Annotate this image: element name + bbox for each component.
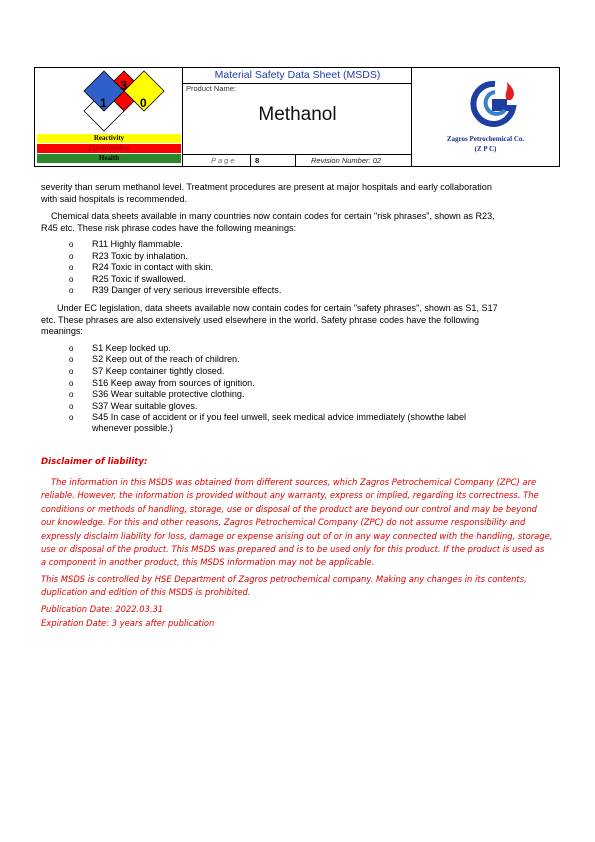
safety-phrase: S36 Wear suitable protective clothing. xyxy=(92,389,245,399)
bullet: o xyxy=(69,263,74,272)
page-row xyxy=(183,154,412,167)
bullet: o xyxy=(69,240,74,249)
list-item xyxy=(69,389,245,401)
risk-phrase: R11 Highly flammable. xyxy=(92,239,183,249)
page-number: 8 xyxy=(255,156,260,165)
text-line: our knowledge. For this and other reasons, Zagros Petrochemical Company (ZPC) do not assume responsibility and xyxy=(41,517,526,528)
list-item xyxy=(69,239,183,251)
text-line: reliable. However, the information is provided without any warranty, express or implied, regarding its correctness. The xyxy=(41,490,539,501)
list-item xyxy=(69,343,171,355)
bullet: o xyxy=(69,355,74,364)
bullet: o xyxy=(69,413,74,422)
company-name: Zagros Petrochemical Co. xyxy=(446,135,525,143)
risk-phrase: R25 Toxic if swallowed. xyxy=(92,274,186,284)
list-item xyxy=(69,412,467,424)
reactivity-band: Reactivity xyxy=(37,134,181,143)
flammability-band: Flammability xyxy=(37,144,181,153)
control-paragraph xyxy=(41,573,559,600)
text-line: etc. These phrases are also extensively used elsewhere in the world. Safety phrase codes have the following xyxy=(41,314,480,325)
risk-phrase: R23 Toxic by inhalation. xyxy=(92,251,188,261)
msds-title: Material Safety Data Sheet (MSDS) xyxy=(183,68,412,84)
safety-phrase-continuation: whenever possible.) xyxy=(92,423,173,433)
text-line: The information in this MSDS was obtained from different sources, which Zagros Petrochemical Company (ZPC) are xyxy=(51,477,537,487)
safety-phrase: S7 Keep container tightly closed. xyxy=(92,366,225,376)
text-line: with said hospitals is recommended. xyxy=(41,193,188,204)
bullet: o xyxy=(69,252,74,261)
bullet: o xyxy=(69,402,74,411)
text-line: R45 etc. These risk phrase codes have the following meanings: xyxy=(41,222,297,233)
health-rating: 1 xyxy=(100,96,107,110)
expiration-date: Expiration Date: 3 years after publication xyxy=(41,618,215,628)
bullet: o xyxy=(69,286,74,295)
bullet: o xyxy=(69,344,74,353)
list-item xyxy=(69,401,198,413)
disclaimer-heading: Disclaimer of liability: xyxy=(41,457,148,467)
bullet: o xyxy=(69,367,74,376)
product-name: Methanol xyxy=(258,104,337,125)
list-item xyxy=(69,274,186,286)
hazard-cell xyxy=(35,68,183,166)
safety-phrase: S2 Keep out of the reach of children. xyxy=(92,354,240,364)
reactivity-rating: 0 xyxy=(140,96,147,110)
title-cell xyxy=(183,68,412,166)
nfpa-diamond-icon xyxy=(35,68,183,134)
revision-number: Revision Number: 02 xyxy=(311,156,382,165)
bullet: o xyxy=(69,379,74,388)
flammability-rating: 3 xyxy=(120,78,128,93)
text-line: conditions or methods of handling, storage, use or disposal of the product are beyond our control and may be beyond xyxy=(41,503,538,514)
list-item xyxy=(69,366,225,378)
list-item xyxy=(69,354,240,366)
list-item xyxy=(69,285,282,297)
safety-phrase: S45 In case of accident or if you feel unwell, seek medical advice immediately (showthe label xyxy=(92,412,467,422)
text-line: severity than serum methanol level. Treatment procedures are present at major hospitals and early collaboration xyxy=(41,182,492,192)
list-item xyxy=(69,378,255,390)
text-line: a component in another product, this MSDS information may not be applicable. xyxy=(41,557,375,568)
safety-phrase: S37 Wear suitable gloves. xyxy=(92,401,198,411)
list-item xyxy=(69,262,214,274)
text-line: use or disposal of the product. This MSDS was prepared and is to be used only for this product. If the product is used as xyxy=(41,544,545,555)
safety-intro-paragraph xyxy=(41,303,561,338)
logo-cell xyxy=(412,68,559,166)
risk-phrase: R39 Danger of very serious irreversible effects. xyxy=(92,285,282,295)
bullet: o xyxy=(69,390,74,399)
risk-intro-paragraph xyxy=(41,211,561,234)
text-line: duplication and edition of this MSDS is prohibited. xyxy=(41,587,251,598)
text-line: expressly disclaim liability for loss, damage or expense arising out of or in any way connected with the handling, storage, xyxy=(41,530,553,541)
page-label: Page xyxy=(211,156,237,165)
safety-phrase: S16 Keep away from sources of ignition. xyxy=(92,378,255,388)
text-line: This MSDS is controlled by HSE Department of Zagros petrochemical company. Making any changes in its contents, xyxy=(41,574,527,584)
disclaimer-paragraph xyxy=(41,476,559,570)
list-item xyxy=(69,251,188,263)
intro-paragraph xyxy=(41,182,561,205)
product-name-label: Product Name: xyxy=(186,84,237,93)
text-line: meanings: xyxy=(41,326,83,337)
text-line: Chemical data sheets available in many countries now contain codes for certain "risk phrases", shown as R23, xyxy=(51,211,495,221)
text-line: Under EC legislation, data sheets available now contain codes for certain "safety phrases", shown as S1, S17 xyxy=(57,303,498,313)
company-abbreviation: (Z P C) xyxy=(474,145,497,153)
health-band: Health xyxy=(37,154,181,163)
msds-header-table xyxy=(34,67,560,167)
divider xyxy=(250,155,251,167)
publication-date: Publication Date: 2022.03.31 xyxy=(41,604,164,614)
divider xyxy=(295,155,296,167)
bullet: o xyxy=(69,275,74,284)
risk-phrase: R24 Toxic in contact with skin. xyxy=(92,262,214,272)
safety-phrase: S1 Keep locked up. xyxy=(92,343,171,353)
zpc-logo-icon xyxy=(465,78,525,130)
